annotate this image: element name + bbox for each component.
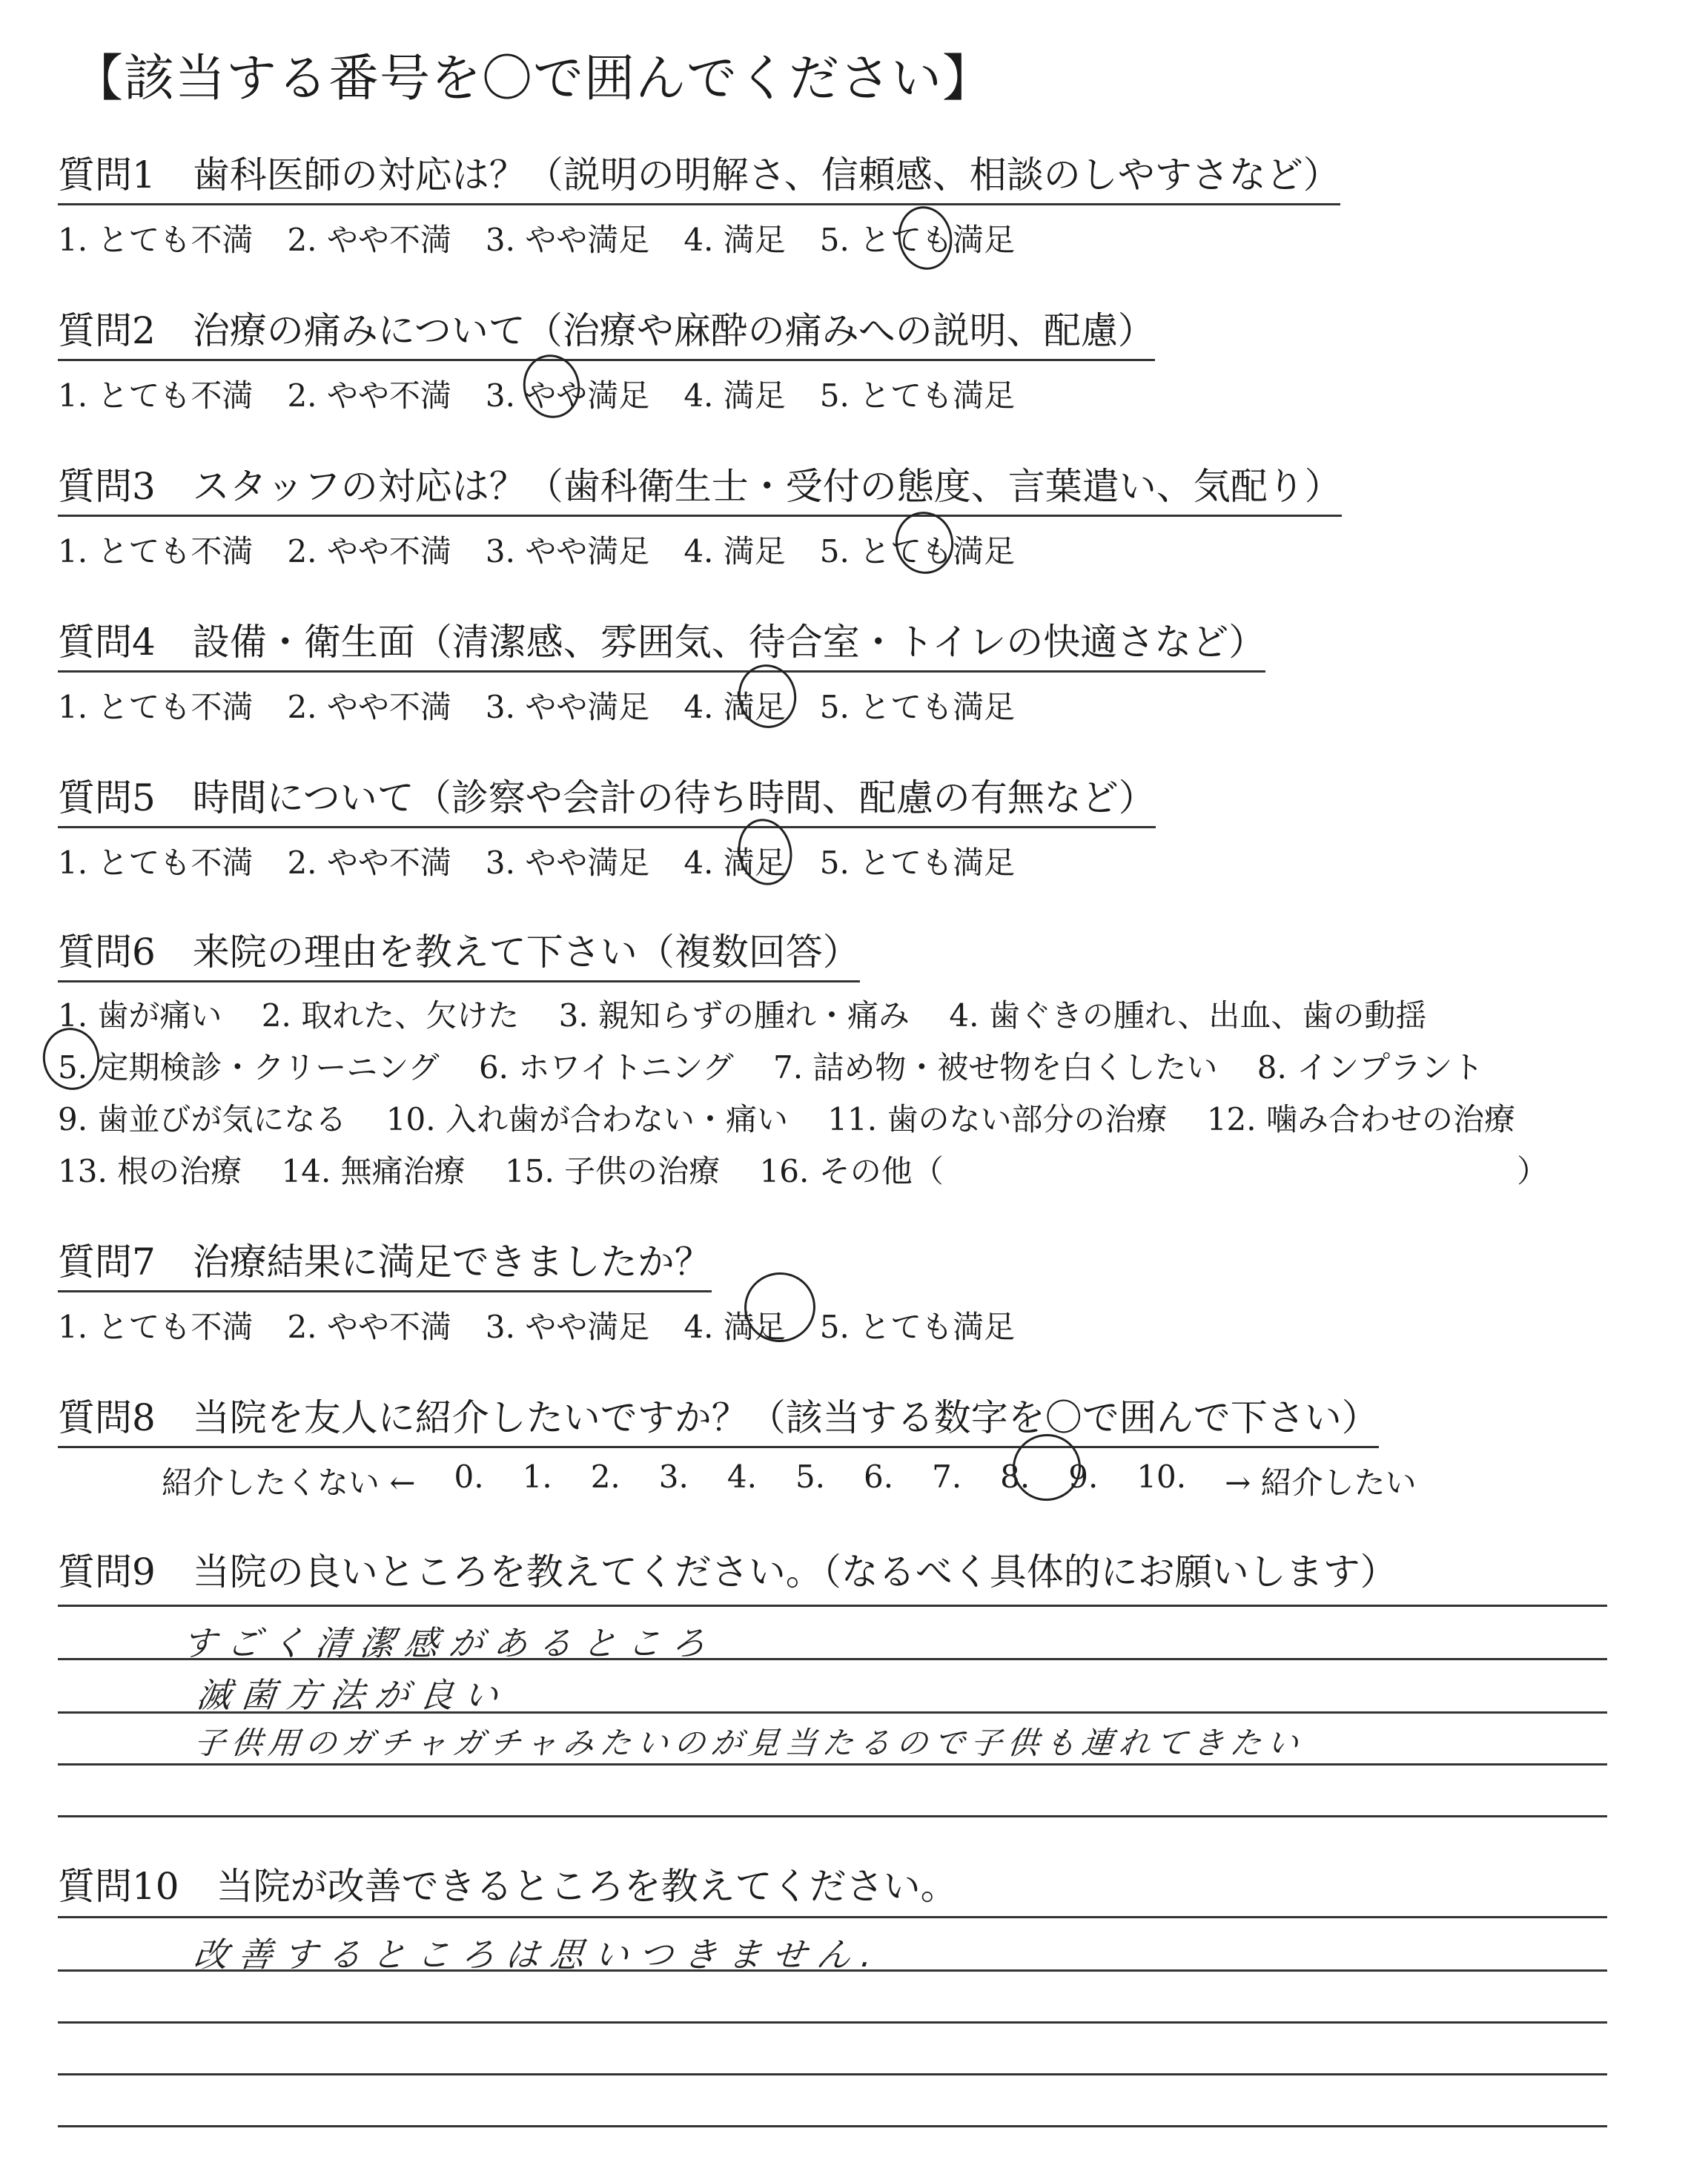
reason-option[interactable]: 15. 子供の治療 <box>505 1153 721 1189</box>
option-2[interactable]: 2. やや不満 <box>287 222 451 258</box>
question-1 <box>58 145 1340 260</box>
answer-line <box>58 1815 1607 1817</box>
option-4[interactable]: 4. 満足 <box>683 377 786 414</box>
reason-option[interactable]: 8. インプラント <box>1257 1049 1484 1086</box>
option-3[interactable]: 3. やや満足 <box>485 377 650 414</box>
reason-option[interactable]: 11. 歯のない部分の治療 <box>827 1101 1168 1137</box>
question-3 <box>58 457 1342 572</box>
answer-options <box>58 1303 1049 1347</box>
answer-options <box>58 216 1340 260</box>
reason-row <box>58 1042 1578 1094</box>
option-4[interactable]: 4. 満足 <box>683 689 786 725</box>
option-2[interactable]: 2. やや不満 <box>287 689 451 725</box>
question-title: 質問8 当院を友人に紹介したいですか？（該当する数字を〇で囲んで下さい） <box>58 1388 1379 1448</box>
reason-option-other[interactable]: 16. その他（ <box>759 1153 944 1189</box>
option-3[interactable]: 3. やや満足 <box>485 689 650 725</box>
option-3[interactable]: 3. やや満足 <box>485 1309 650 1345</box>
scale-option[interactable]: 0. <box>454 1459 484 1495</box>
scale-option[interactable]: 7. <box>932 1459 962 1495</box>
option-2[interactable]: 2. やや不満 <box>287 377 451 414</box>
option-4[interactable]: 4. 満足 <box>683 533 786 569</box>
reason-row <box>58 1094 1578 1146</box>
option-1[interactable]: 1. とても不満 <box>58 689 254 725</box>
reason-list <box>58 990 1578 1198</box>
reason-option[interactable]: 12. 噛み合わせの治療 <box>1206 1101 1515 1137</box>
reason-option[interactable]: 14. 無痛治療 <box>281 1153 466 1189</box>
form-heading: 【該当する番号を〇で囲んでください】 <box>73 50 994 108</box>
scale-option[interactable]: 4. <box>726 1459 757 1495</box>
option-3[interactable]: 3. やや満足 <box>485 533 650 569</box>
option-1[interactable]: 1. とても不満 <box>58 1309 254 1345</box>
question-title: 質問4 設備・衛生面（清潔感、雰囲気、待合室・トイレの快適さなど） <box>58 612 1265 673</box>
option-3[interactable]: 3. やや満足 <box>485 222 650 258</box>
question-6 <box>58 922 1578 1198</box>
answer-options <box>58 371 1155 416</box>
reason-option[interactable]: 10. 入れ歯が合わない・痛い <box>385 1101 788 1137</box>
option-1[interactable]: 1. とても不満 <box>58 845 254 881</box>
answer-options <box>58 839 1156 883</box>
question-10-title: 質問10 当院が改善できるところを教えてください。 <box>58 1865 958 1908</box>
option-5[interactable]: 5. とても満足 <box>819 1309 1016 1345</box>
option-2[interactable]: 2. やや不満 <box>287 1309 451 1345</box>
option-2[interactable]: 2. やや不満 <box>287 533 451 569</box>
reason-option[interactable]: 9. 歯並びが気になる <box>58 1101 347 1137</box>
question-title: 質問7 治療結果に満足できましたか？ <box>58 1232 712 1292</box>
scale-option[interactable]: 1. <box>522 1459 552 1495</box>
question-5 <box>58 768 1156 883</box>
handwritten-answer: すごく清潔感があるところ <box>179 1623 718 1663</box>
option-5[interactable]: 5. とても満足 <box>819 845 1016 881</box>
answer-line <box>58 1916 1607 1918</box>
answer-line <box>58 2125 1607 2127</box>
question-title: 質問6 来院の理由を教えて下さい（複数回答） <box>58 922 860 982</box>
scale-option[interactable]: 3. <box>658 1459 689 1495</box>
other-close-paren: ） <box>1517 1153 1549 1189</box>
question-7 <box>58 1232 1049 1347</box>
reason-option[interactable]: 6. ホワイトニング <box>478 1049 734 1086</box>
question-title: 質問2 治療の痛みについて（治療や麻酔の痛みへの説明、配慮） <box>58 301 1155 361</box>
scale-option[interactable]: 10. <box>1136 1459 1187 1495</box>
reason-option[interactable]: 5. 定期検診・クリーニング <box>58 1049 440 1086</box>
answer-options <box>58 527 1342 572</box>
question-title: 質問1 歯科医師の対応は？（説明の明解さ、信頼感、相談のしやすさなど） <box>58 145 1340 205</box>
question-title: 質問3 スタッフの対応は？（歯科衛生士・受付の態度、言葉遣い、気配り） <box>58 457 1342 517</box>
option-5[interactable]: 5. とても満足 <box>819 689 1016 725</box>
reason-option[interactable]: 4. 歯ぐきの腫れ、出血、歯の動揺 <box>949 997 1427 1034</box>
answer-options <box>58 683 1265 727</box>
scale-option[interactable]: 5. <box>795 1459 826 1495</box>
option-3[interactable]: 3. やや満足 <box>485 845 650 881</box>
scale-right-label: → 紹介したい <box>1225 1464 1417 1501</box>
reason-option[interactable]: 2. 取れた、欠けた <box>261 997 520 1034</box>
option-5[interactable]: 5. とても満足 <box>819 533 1016 569</box>
question-title: 質問5 時間について（診察や会計の待ち時間、配慮の有無など） <box>58 768 1156 828</box>
question-4 <box>58 612 1265 727</box>
reason-option[interactable]: 3. 親知らずの腫れ・痛み <box>558 997 910 1034</box>
handwritten-answer: 改善するところは思いつきません. <box>191 1935 885 1975</box>
question-2 <box>58 301 1155 416</box>
answer-line <box>58 1605 1607 1607</box>
option-1[interactable]: 1. とても不満 <box>58 222 254 258</box>
scale-option[interactable]: 8. <box>1000 1459 1030 1495</box>
option-4[interactable]: 4. 満足 <box>683 222 786 258</box>
handwritten-answer: 子供用のガチャガチャみたいのが見当たるので子供も連れてきたい <box>192 1725 1306 1761</box>
answer-line <box>58 2073 1607 2075</box>
reason-option[interactable]: 7. 詰め物・被せ物を白くしたい <box>772 1049 1218 1086</box>
scale-option[interactable]: 6. <box>864 1459 894 1495</box>
reason-option[interactable]: 13. 根の治療 <box>58 1153 242 1189</box>
option-2[interactable]: 2. やや不満 <box>287 845 451 881</box>
handwritten-answer: 滅菌方法が良い <box>194 1675 511 1715</box>
reason-row <box>58 1146 1578 1198</box>
scale-option[interactable]: 2. <box>590 1459 620 1495</box>
question-9-title: 質問9 当院の良いところを教えてください。（なるべく具体的にお願いします） <box>58 1550 1397 1593</box>
option-4[interactable]: 4. 満足 <box>683 1309 786 1345</box>
question-8 <box>58 1388 1455 1503</box>
option-4[interactable]: 4. 満足 <box>683 845 786 881</box>
scale-option[interactable]: 9. <box>1068 1459 1099 1495</box>
answer-line <box>58 2021 1607 2024</box>
option-5[interactable]: 5. とても満足 <box>819 377 1016 414</box>
option-1[interactable]: 1. とても不満 <box>58 377 254 414</box>
reason-row <box>58 990 1578 1042</box>
recommend-scale <box>162 1459 1455 1503</box>
answer-line <box>58 1763 1607 1766</box>
scale-left-label: 紹介したくない ← <box>162 1464 416 1501</box>
option-1[interactable]: 1. とても不満 <box>58 533 254 569</box>
reason-option[interactable]: 1. 歯が痛い <box>58 997 222 1034</box>
option-5[interactable]: 5. とても満足 <box>819 222 1016 258</box>
